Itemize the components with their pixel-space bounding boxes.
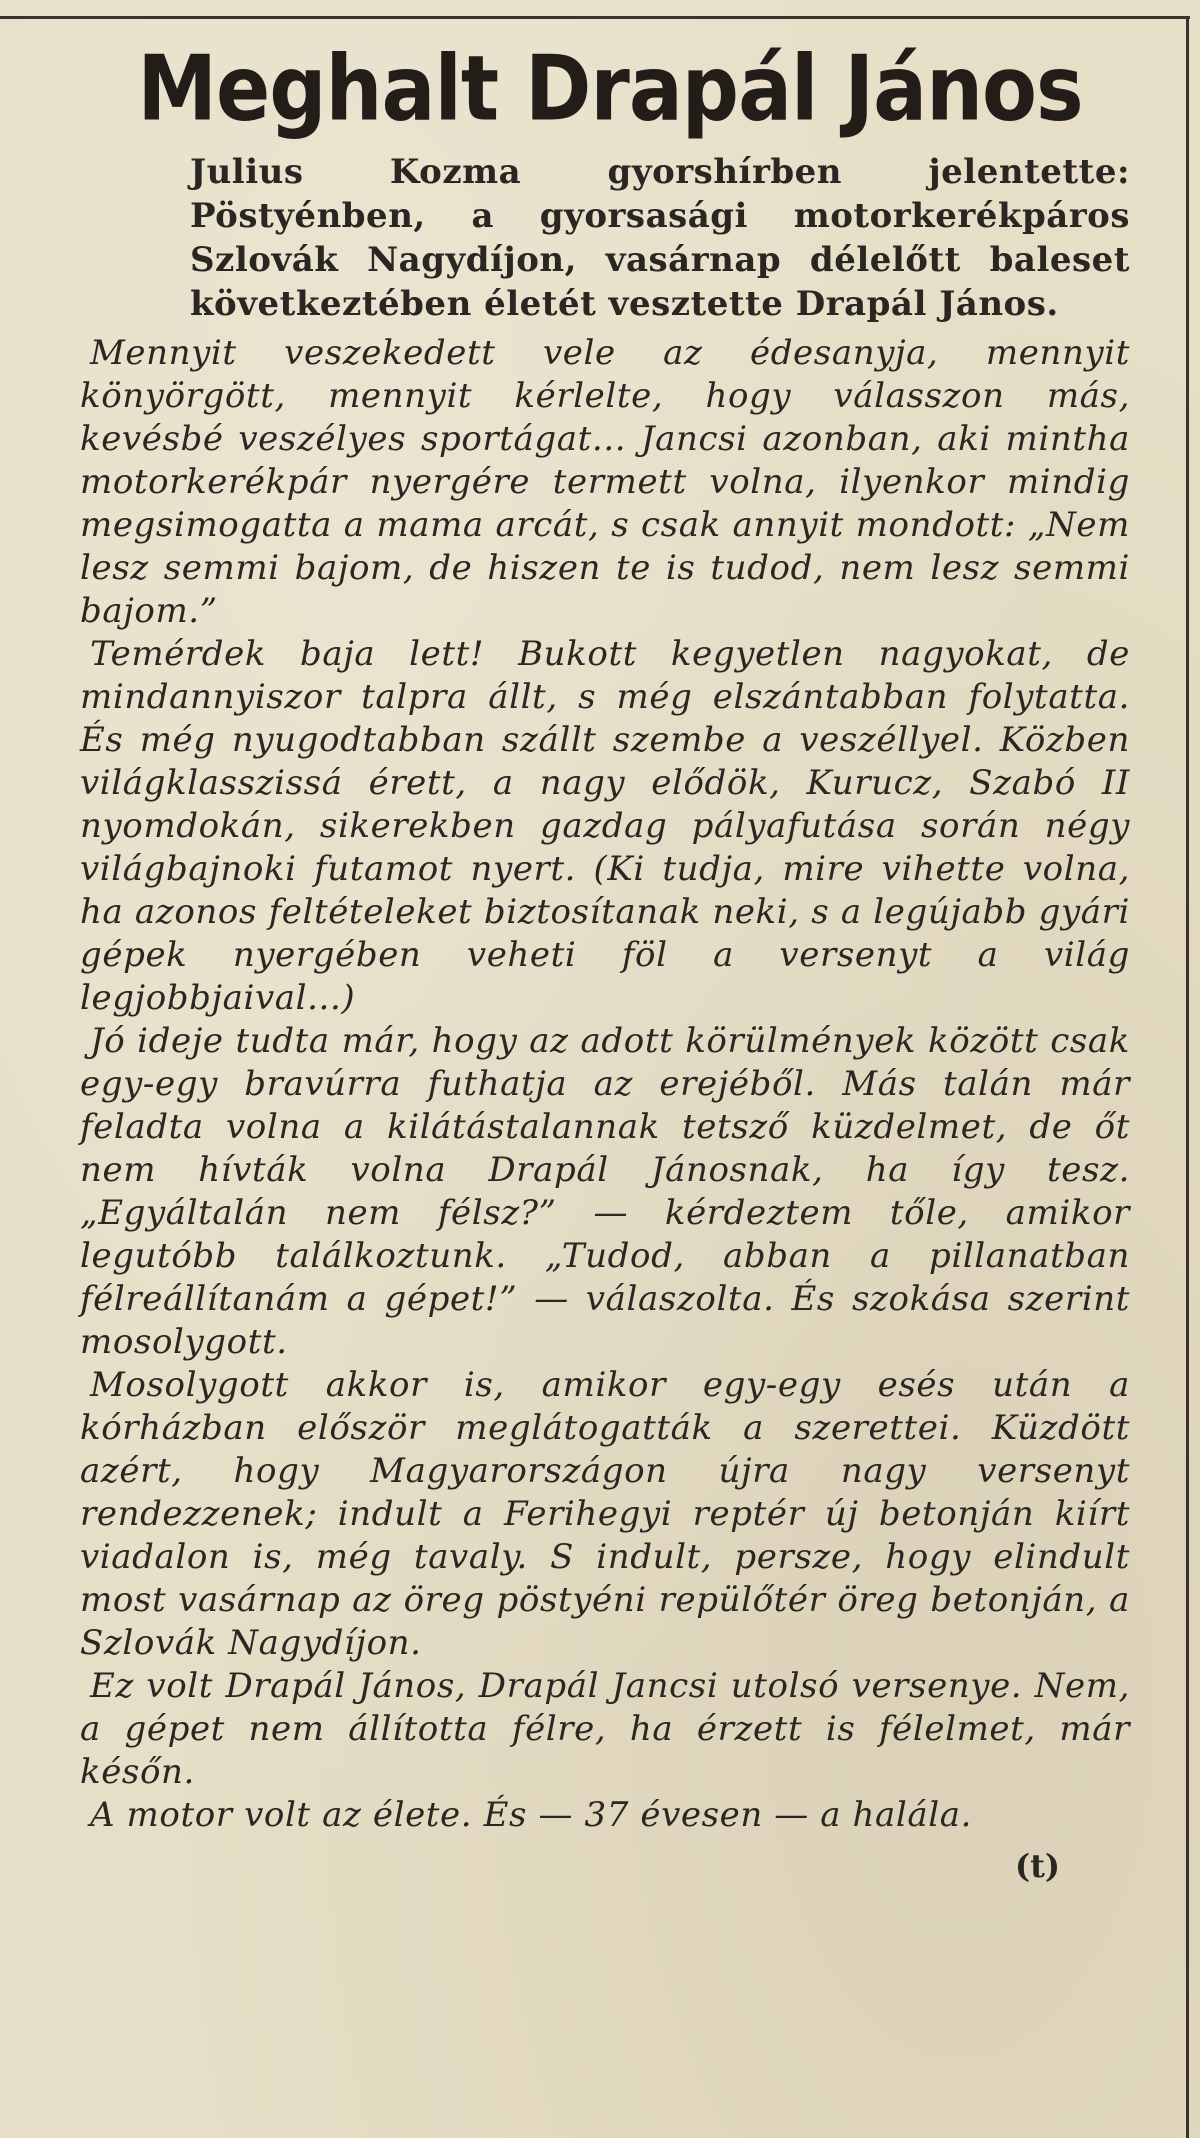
lead-paragraph: Julius Kozma gyorshírben jelentette: Pöstyénben, a gyorsasági motorkerékpáros Szlovák Nagydíjon, vasárnap délelőtt baleset következtében életét vesztette Drapál János. (190, 152, 1130, 324)
right-border-rule (1186, 16, 1189, 2138)
body-paragraph-1: Mennyit veszekedett vele az édesanyja, mennyit könyörgött, mennyit kérlelte, hogy válasszon más, kevésbé veszélyes sportágat... Jancsi azonban, aki mintha motorkerékpár nyergére termett volna, ilyenkor mindig megsimogatta a mama arcát, s csak annyit mondott: „Nem lesz semmi bajom, de hiszen te is tudod, nem lesz semmi bajom.” (80, 333, 1130, 631)
body-paragraph-2: Temérdek baja lett! Bukott kegyetlen nagyokat, de mindannyiszor talpra állt, s még elszántabban folytatta. És még nyugodtabban szállt szembe a veszéllyel. Közben világklasszissá érett, a nagy elődök, Kurucz, Szabó II nyomdokán, sikerekben gazdag pályafutása során négy világbajnoki futamot nyert. (Ki tudja, mire vihette volna, ha azonos feltételeket biztosítanak neki, s a legújabb gyári gépek nyergében veheti föl a versenyt a világ legjobbjaival...) (80, 634, 1130, 1018)
top-border-rule (0, 16, 1190, 19)
author-signature: (t) (1014, 1847, 1060, 1885)
body-paragraph-5: Ez volt Drapál János, Drapál Jancsi utolsó versenye. Nem, a gépet nem állította félre, ha érzett is félelmet, már későn. (80, 1666, 1130, 1792)
obituary-article (80, 36, 1140, 1885)
body-paragraph-3: Jó ideje tudta már, hogy az adott körülmények között csak egy-egy bravúrra futhatja az erejéből. Más talán már feladta volna a kilátástalannak tetsző küzdelmet, de őt nem hívták volna Drapál Jánosnak, ha így tesz. „Egyáltalán nem félsz?” — kérdeztem tőle, amikor legutóbb találkoztunk. „Tudod, abban a pillanatban félreállítanám a gépet!” — válaszolta. És szokása szerint mosolygott. (80, 1021, 1130, 1362)
body-paragraph-4: Mosolygott akkor is, amikor egy-egy esés után a kórházban először meglátogatták a szerettei. Küzdött azért, hogy Magyarországon újra nagy versenyt rendezzenek; indult a Ferihegyi reptér új betonján kiírt viadalon is, még tavaly. S indult, persze, hogy elindult most vasárnap az öreg pöstyéni repülőtér öreg betonján, a Szlovák Nagydíjon. (80, 1365, 1130, 1663)
body-paragraph-6: A motor volt az élete. És — 37 évesen — a halála. (90, 1795, 973, 1835)
headline: Meghalt Drapál János (137, 36, 1083, 141)
